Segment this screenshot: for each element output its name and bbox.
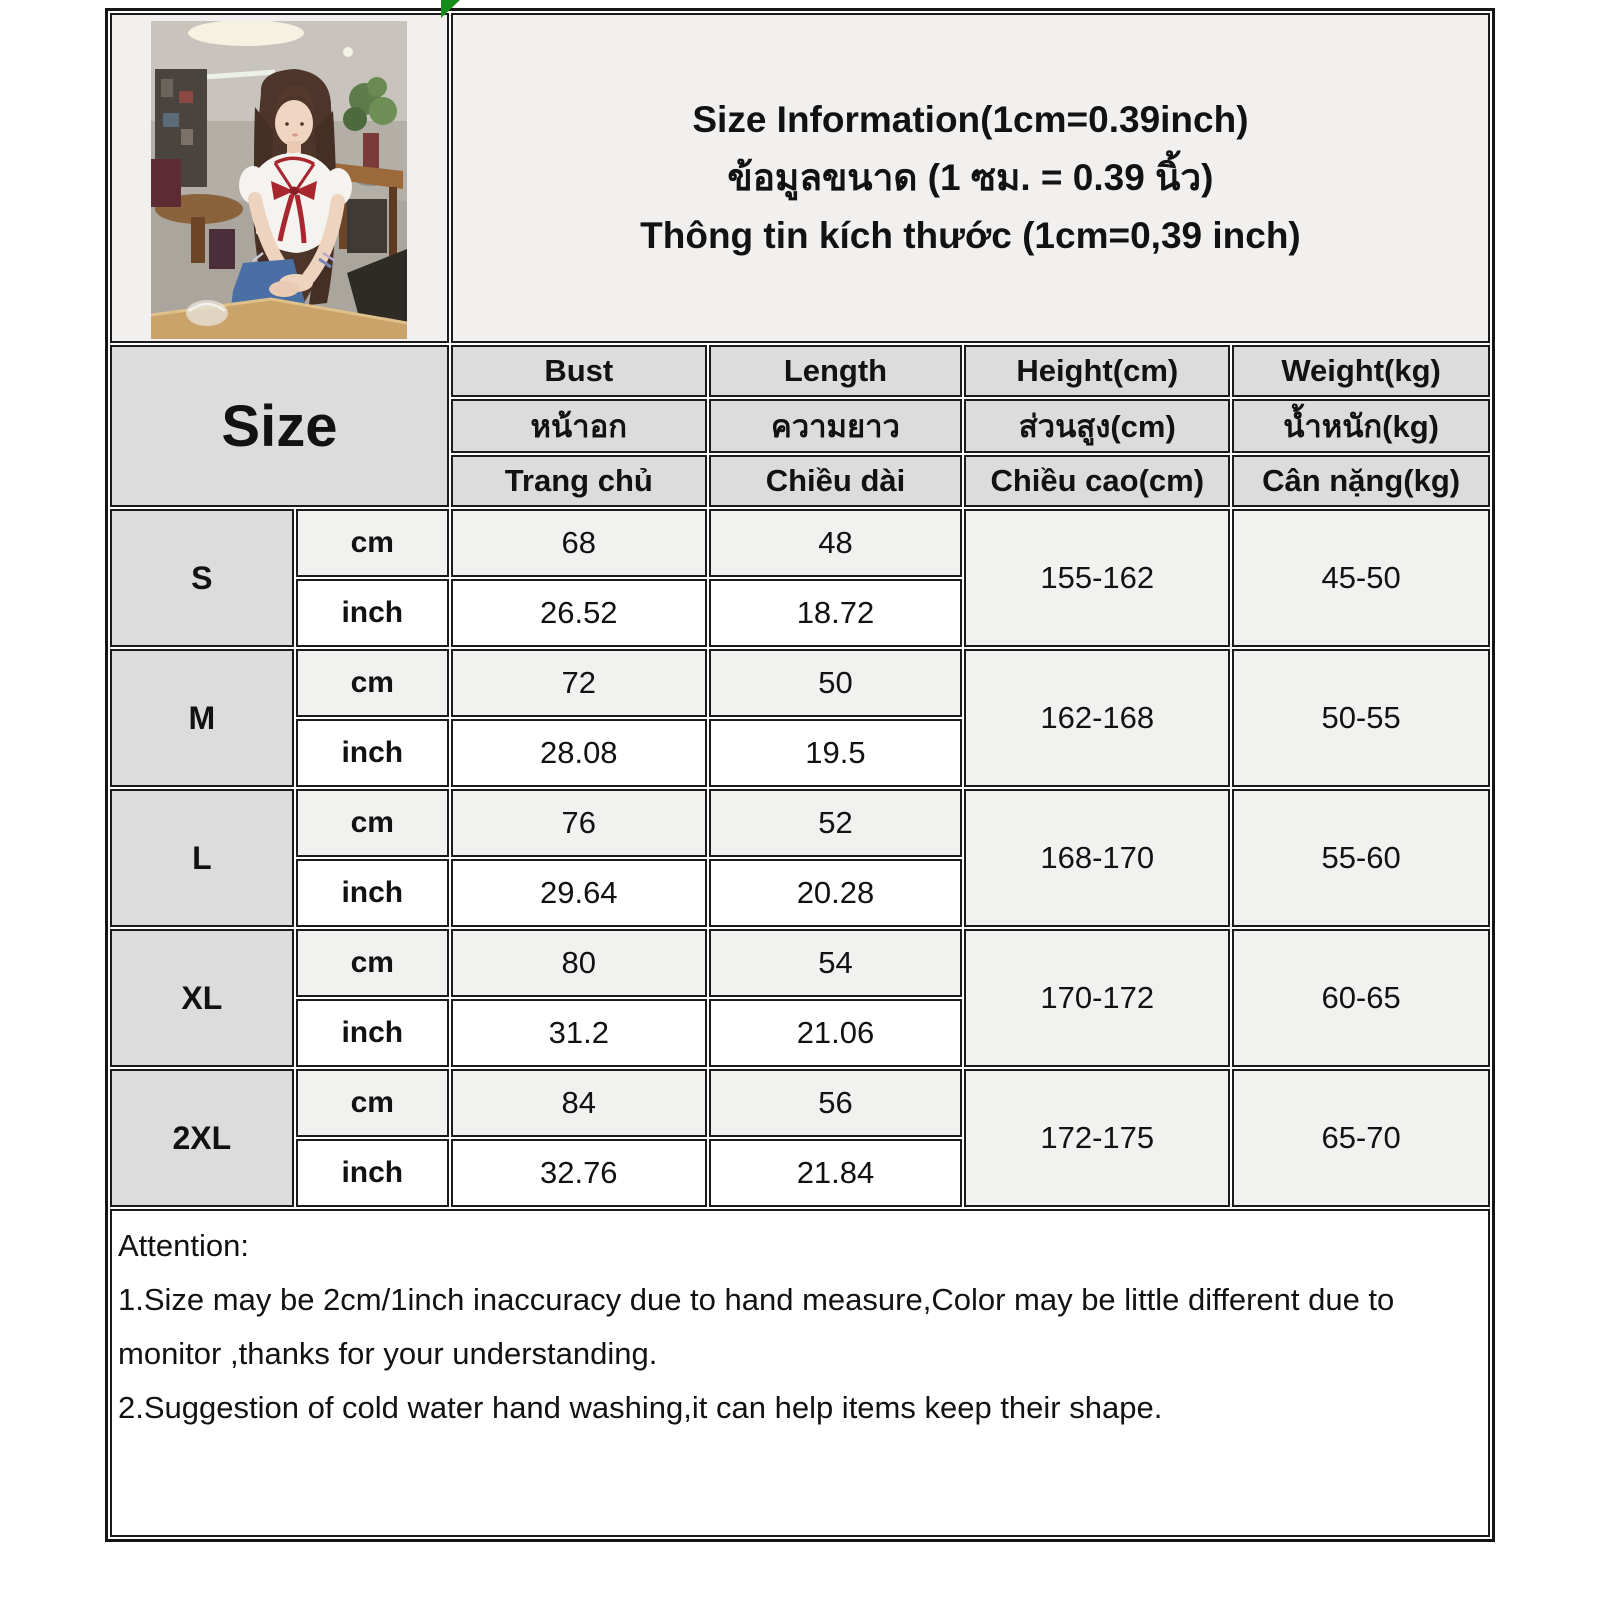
attention-section xyxy=(110,1209,1490,1537)
bust-cm-2xl: 84 xyxy=(451,1069,707,1137)
size-cell-s: S xyxy=(110,509,294,647)
title-th: ข้อมูลขนาด (1 ซม. = 0.39 นิ้ว) xyxy=(727,157,1214,198)
title-vi: Thông tin kích thước (1cm=0,39 inch) xyxy=(640,215,1301,256)
title-cell xyxy=(451,13,1490,343)
bust-cm-l: 76 xyxy=(451,789,707,857)
length-cm-s: 48 xyxy=(709,509,963,577)
size-chart-sheet xyxy=(105,8,1495,1542)
attention-heading: Attention: xyxy=(118,1228,249,1263)
unit-inch: inch xyxy=(296,579,449,647)
unit-cm: cm xyxy=(296,509,449,577)
green-flag-icon xyxy=(441,0,460,18)
size-cell-2xl: 2XL xyxy=(110,1069,294,1207)
weight-xl: 60-65 xyxy=(1232,929,1490,1067)
length-inch-m: 19.5 xyxy=(709,719,963,787)
length-cm-l: 52 xyxy=(709,789,963,857)
length-inch-s: 18.72 xyxy=(709,579,963,647)
attention-item-1: 1.Size may be 2cm/1inch inaccuracy due to hand measure,Color may be little different due to monitor ,thanks for your understanding. xyxy=(118,1282,1395,1371)
header-height-vi: Chiều cao(cm) xyxy=(964,455,1230,507)
bust-inch-m: 28.08 xyxy=(451,719,707,787)
length-inch-xl: 21.06 xyxy=(709,999,963,1067)
header-height-th: ส่วนสูง(cm) xyxy=(964,399,1230,453)
attention-item-2: 2.Suggestion of cold water hand washing,it can help items keep their shape. xyxy=(118,1390,1163,1425)
length-cm-xl: 54 xyxy=(709,929,963,997)
header-bust-th: หน้าอก xyxy=(451,399,707,453)
height-l: 168-170 xyxy=(964,789,1230,927)
header-weight-en: Weight(kg) xyxy=(1232,345,1490,397)
height-m: 162-168 xyxy=(964,649,1230,787)
header-length-vi: Chiều dài xyxy=(709,455,963,507)
weight-s: 45-50 xyxy=(1232,509,1490,647)
header-bust-en: Bust xyxy=(451,345,707,397)
weight-m: 50-55 xyxy=(1232,649,1490,787)
unit-cm: cm xyxy=(296,929,449,997)
bust-inch-s: 26.52 xyxy=(451,579,707,647)
length-cm-2xl: 56 xyxy=(709,1069,963,1137)
unit-cm: cm xyxy=(296,789,449,857)
height-2xl: 172-175 xyxy=(964,1069,1230,1207)
header-length-th: ความยาว xyxy=(709,399,963,453)
bust-inch-l: 29.64 xyxy=(451,859,707,927)
unit-inch: inch xyxy=(296,859,449,927)
header-height-en: Height(cm) xyxy=(964,345,1230,397)
size-cell-xl: XL xyxy=(110,929,294,1067)
unit-cm: cm xyxy=(296,649,449,717)
height-xl: 170-172 xyxy=(964,929,1230,1067)
unit-cm: cm xyxy=(296,1069,449,1137)
length-cm-m: 50 xyxy=(709,649,963,717)
unit-inch: inch xyxy=(296,1139,449,1207)
header-length-en: Length xyxy=(709,345,963,397)
unit-inch: inch xyxy=(296,999,449,1067)
header-weight-vi: Cân nặng(kg) xyxy=(1232,455,1490,507)
size-cell-m: M xyxy=(110,649,294,787)
bust-inch-2xl: 32.76 xyxy=(451,1139,707,1207)
unit-inch: inch xyxy=(296,719,449,787)
photo-cell xyxy=(110,13,449,343)
length-inch-l: 20.28 xyxy=(709,859,963,927)
header-weight-th: น้ำหนัก(kg) xyxy=(1232,399,1490,453)
size-column-header: Size xyxy=(110,345,449,507)
size-table xyxy=(105,8,1495,1542)
bust-cm-xl: 80 xyxy=(451,929,707,997)
bust-inch-xl: 31.2 xyxy=(451,999,707,1067)
header-bust-vi: Trang chủ xyxy=(451,455,707,507)
size-cell-l: L xyxy=(110,789,294,927)
title-en: Size Information(1cm=0.39inch) xyxy=(692,99,1249,140)
length-inch-2xl: 21.84 xyxy=(709,1139,963,1207)
weight-2xl: 65-70 xyxy=(1232,1069,1490,1207)
height-s: 155-162 xyxy=(964,509,1230,647)
bust-cm-s: 68 xyxy=(451,509,707,577)
model-photo xyxy=(151,21,407,339)
weight-l: 55-60 xyxy=(1232,789,1490,927)
bust-cm-m: 72 xyxy=(451,649,707,717)
